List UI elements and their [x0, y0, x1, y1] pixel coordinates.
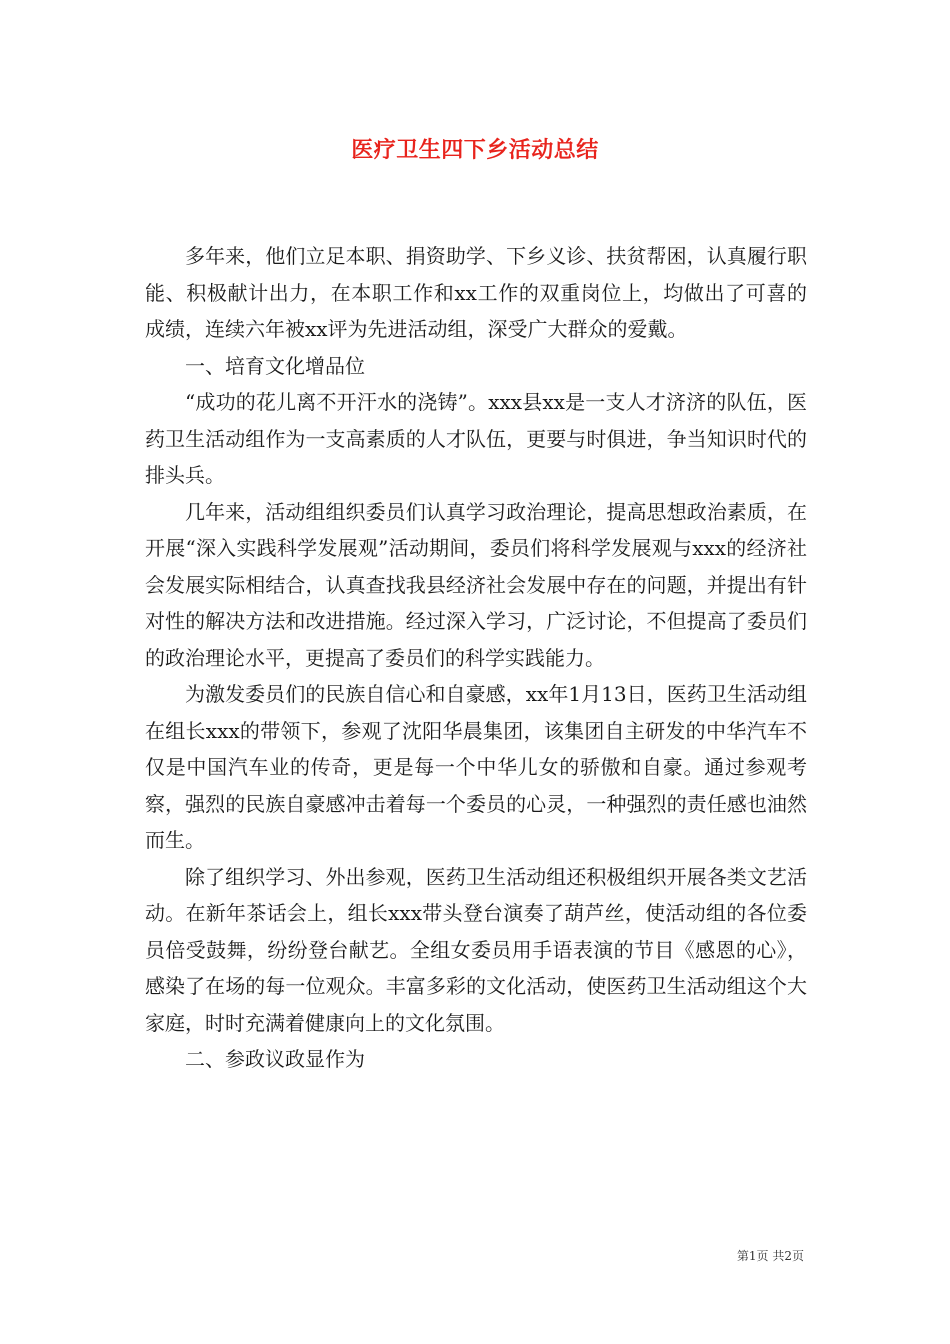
paragraph: 除了组织学习、外出参观，医药卫生活动组还积极组织开展各类文艺活动。在新年茶话会上，组长xxx带头登台演奏了葫芦丝，使活动组的各位委员倍受鼓舞，纷纷登台献艺。全组女委员用手语表演的节目《感恩的心》，感染了在场的每一位观众。丰富多彩的文化活动，使医药卫生活动组这个大家庭，时时充满着健康向上的文化氛围。 — [145, 864, 807, 1035]
document-title: 医疗卫生四下乡活动总结 — [351, 137, 599, 163]
section-heading-2: 二、参政议政显作为 — [185, 1047, 365, 1071]
page-number-footer: 第1页 共2页 — [736, 1249, 804, 1263]
paragraph: 几年来，活动组组织委员们认真学习政治理论，提高思想政治素质，在开展“深入实践科学发展观”活动期间，委员们将科学发展观与xxx的经济社会发展实际相结合，认真查找我县经济社会发展中存在的问题，并提出有针对性的解决方法和改进措施。经过深入学习，广泛讨论，不但提高了委员们的政治理论水平，更提高了委员们的科学实践能力。 — [145, 499, 807, 670]
paragraph-intro: 多年来，他们立足本职、捐资助学、下乡义诊、扶贫帮困，认真履行职能、积极献计出力，在本职工作和xx工作的双重岗位上，均做出了可喜的成绩，连续六年被xx评为先进活动组，深受广大群众的爱戴。 — [145, 244, 807, 341]
paragraph: “成功的花儿离不开汗水的浇铸”。xxx县xx是一支人才济济的队伍，医药卫生活动组作为一支高素质的人才队伍，更要与时俱进，争当知识时代的排头兵。 — [145, 390, 807, 487]
document-body — [145, 238, 807, 1078]
section-heading-1: 一、培育文化增品位 — [185, 353, 365, 378]
paragraph: 为激发委员们的民族自信心和自豪感，xx年1月13日，医药卫生活动组在组长xxx的带领下，参观了沈阳华晨集团，该集团自主研发的中华汽车不仅是中国汽车业的传奇，更是每一个中华儿女的骄傲和自豪。通过参观考察，强烈的民族自豪感冲击着每一个委员的心灵，一种强烈的责任感也油然而生。 — [145, 682, 807, 852]
